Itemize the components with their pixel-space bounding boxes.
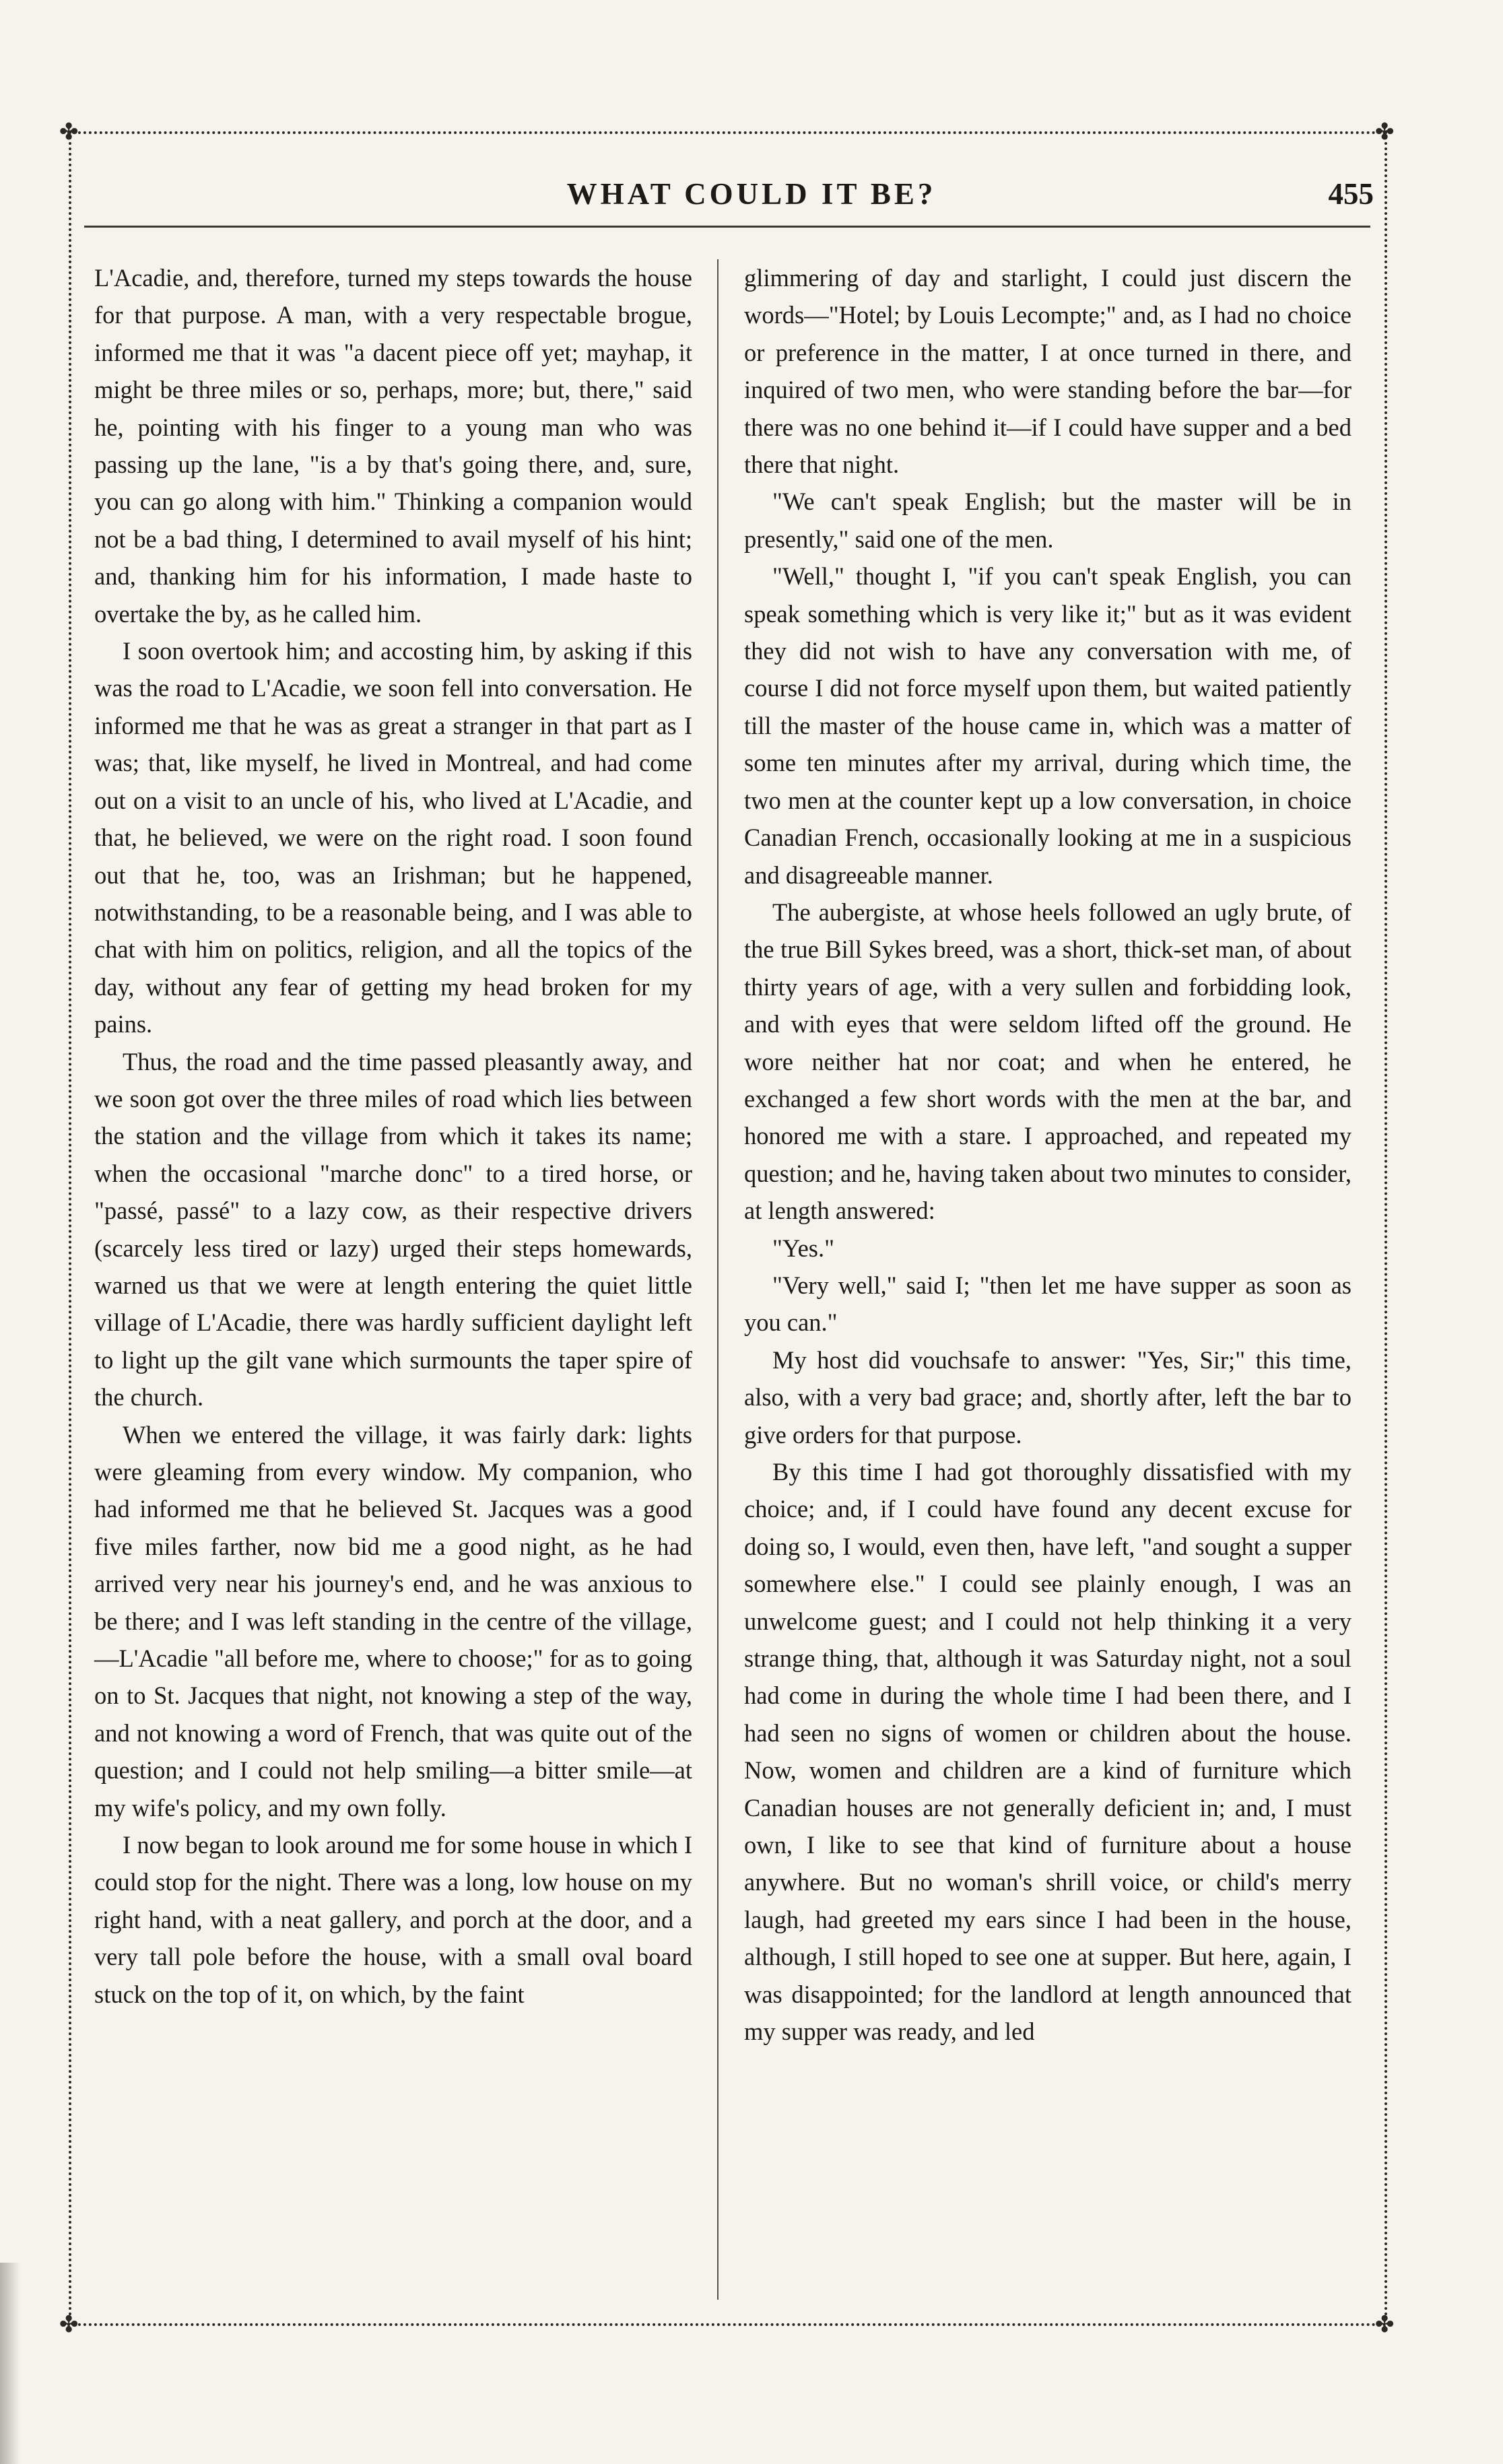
corner-ornament-bottom-right-icon: ✤: [1375, 2311, 1395, 2338]
page-number: 455: [1328, 177, 1374, 211]
left-column: [94, 259, 692, 2013]
paragraph: "Well," thought I, "if you can't speak English, you can speak something which is very like it;" but as it was evident they did not wish to have any conversation with me, of course I did not force myself upon them, but waited patiently till the master of the house came in, which was a matter of some ten minutes after my arrival, during which time, the two men at the counter kept up a low conversation, in choice Canadian French, occasionally looking at me in a suspicious and disagreeable manner.: [744, 562, 1351, 889]
running-title: WHAT COULD IT BE?: [566, 177, 937, 211]
paragraph: "Very well," said I; "then let me have supper as soon as you can.": [744, 1271, 1351, 1337]
paragraph: The aubergiste, at whose heels followed an ugly brute, of the true Bill Sykes breed, was a short, thick-set man, of about thirty years of age, with a very sullen and forbidding look, and with eyes that were seldom lifted off the ground. He wore neither hat nor coat; and when he entered, he exchanged a few short words with the men at the bar, and honored me with a stare. I approached, and repeated my question; and he, having taken about two minutes to consider, at length answered:: [744, 898, 1351, 1225]
paragraph: Thus, the road and the time passed pleasantly away, and we soon got over the three miles of road which lies between the station and the village from which it takes its name; when the occasional "marche donc" to a tired horse, or "passé, passé" to a lazy cow, as their respective drivers (scarcely less tired or lazy) urged their steps homewards, warned us that we were at length entering the quiet little village of L'Acadie, there was hardly sufficient daylight left to light up the gilt vane which surmounts the taper spire of the church.: [94, 1047, 692, 1411]
paragraph: I soon overtook him; and accosting him, by asking if this was the road to L'Acadie, we soon fell into conversation. He informed me that he was as great a stranger in that part as I was; that, like myself, he lived in Montreal, and had come out on a visit to an uncle of his, who lived at L'Acadie, and that, he believed, we were on the right road. I soon found out that he, too, was an Irishman; but he happened, notwithstanding, to be a reasonable being, and I was able to chat with him on politics, religion, and all the topics of the day, without any fear of getting my head broken for my pains.: [94, 637, 692, 1038]
paragraph: By this time I had got thoroughly dissatisfied with my choice; and, if I could have found any decent excuse for doing so, I would, even then, have left, "and sought a supper somewhere else." I could see plainly enough, I was an unwelcome guest; and I could not help thinking it a very strange thing, that, although it was Saturday night, not a soul had come in during the whole time I had been there, and I had seen no signs of women or children about the house. Now, women and children are a kind of furniture which Canadian houses are not generally deficient in; and, I must own, I like to see that kind of furniture about a house anywhere. But no woman's shrill voice, or child's merry laugh, had greeted my ears since I had been in the house, although, I still hoped to see one at supper. But here, again, I was disappointed; for the landlord at length announced that my supper was ready, and led: [744, 1458, 1351, 2046]
ornamental-border-bottom: [67, 2323, 1387, 2326]
paragraph: When we entered the village, it was fairly dark: lights were gleaming from every window. My companion, who had informed me that he believed St. Jacques was a good five miles farther, now bid me a good night, as he had arrived very near his journey's end, and he was anxious to be there; and I was left standing in the centre of the village,—L'Acadie "all before me, where to choose;" for as to going on to St. Jacques that night, not knowing a step of the way, and not knowing a word of French, that was quite out of the question; and I could not help smiling—a bitter smile—at my wife's policy, and my own folly.: [94, 1420, 692, 1822]
paragraph: "We can't speak English; but the master will be in presently," said one of the men.: [744, 488, 1351, 553]
ornamental-border-left: [69, 131, 71, 2323]
paragraph: "Yes.": [772, 1234, 835, 1262]
header-rule: [84, 226, 1370, 228]
paragraph: L'Acadie, and, therefore, turned my steps towards the house for that purpose. A man, with a very respectable brogue, informed me that it was "a dacent piece off yet; mayhap, it might be three miles or so, perhaps, more; but, there," said he, pointing with his finger to a young man who was passing up the lane, "is a by that's going there, and, sure, you can go along with him." Thinking a companion would not be a bad thing, I determined to avail myself of his hint; and, thanking him for his information, I made haste to overtake the by, as he called him.: [94, 264, 692, 628]
paragraph: glimmering of day and starlight, I could just discern the words—"Hotel; by Louis Lecompte;" and, as I had no choice or preference in the matter, I at once turned in there, and inquired of two men, who were standing before the bar—for there was no one behind it—if I could have supper and a bed there that night.: [744, 264, 1351, 479]
corner-ornament-top-left-icon: ✤: [59, 119, 79, 145]
binding-shadow: [0, 2263, 20, 2464]
corner-ornament-bottom-left-icon: ✤: [59, 2311, 79, 2338]
paragraph: I now began to look around me for some house in which I could stop for the night. There was a long, low house on my right hand, with a neat gallery, and porch at the door, and a very tall pole before the house, with a small oval board stuck on the top of it, on which, by the faint: [94, 1831, 692, 2008]
column-divider: [717, 259, 719, 2300]
paragraph: My host did vouchsafe to answer: "Yes, Sir;" this time, also, with a very bad grace; and, shortly after, left the bar to give orders for that purpose.: [744, 1345, 1351, 1449]
ornamental-border-right: [1384, 131, 1387, 2323]
corner-ornament-top-right-icon: ✤: [1375, 119, 1395, 145]
right-column: [744, 259, 1351, 2051]
ornamental-border-top: [67, 131, 1387, 134]
